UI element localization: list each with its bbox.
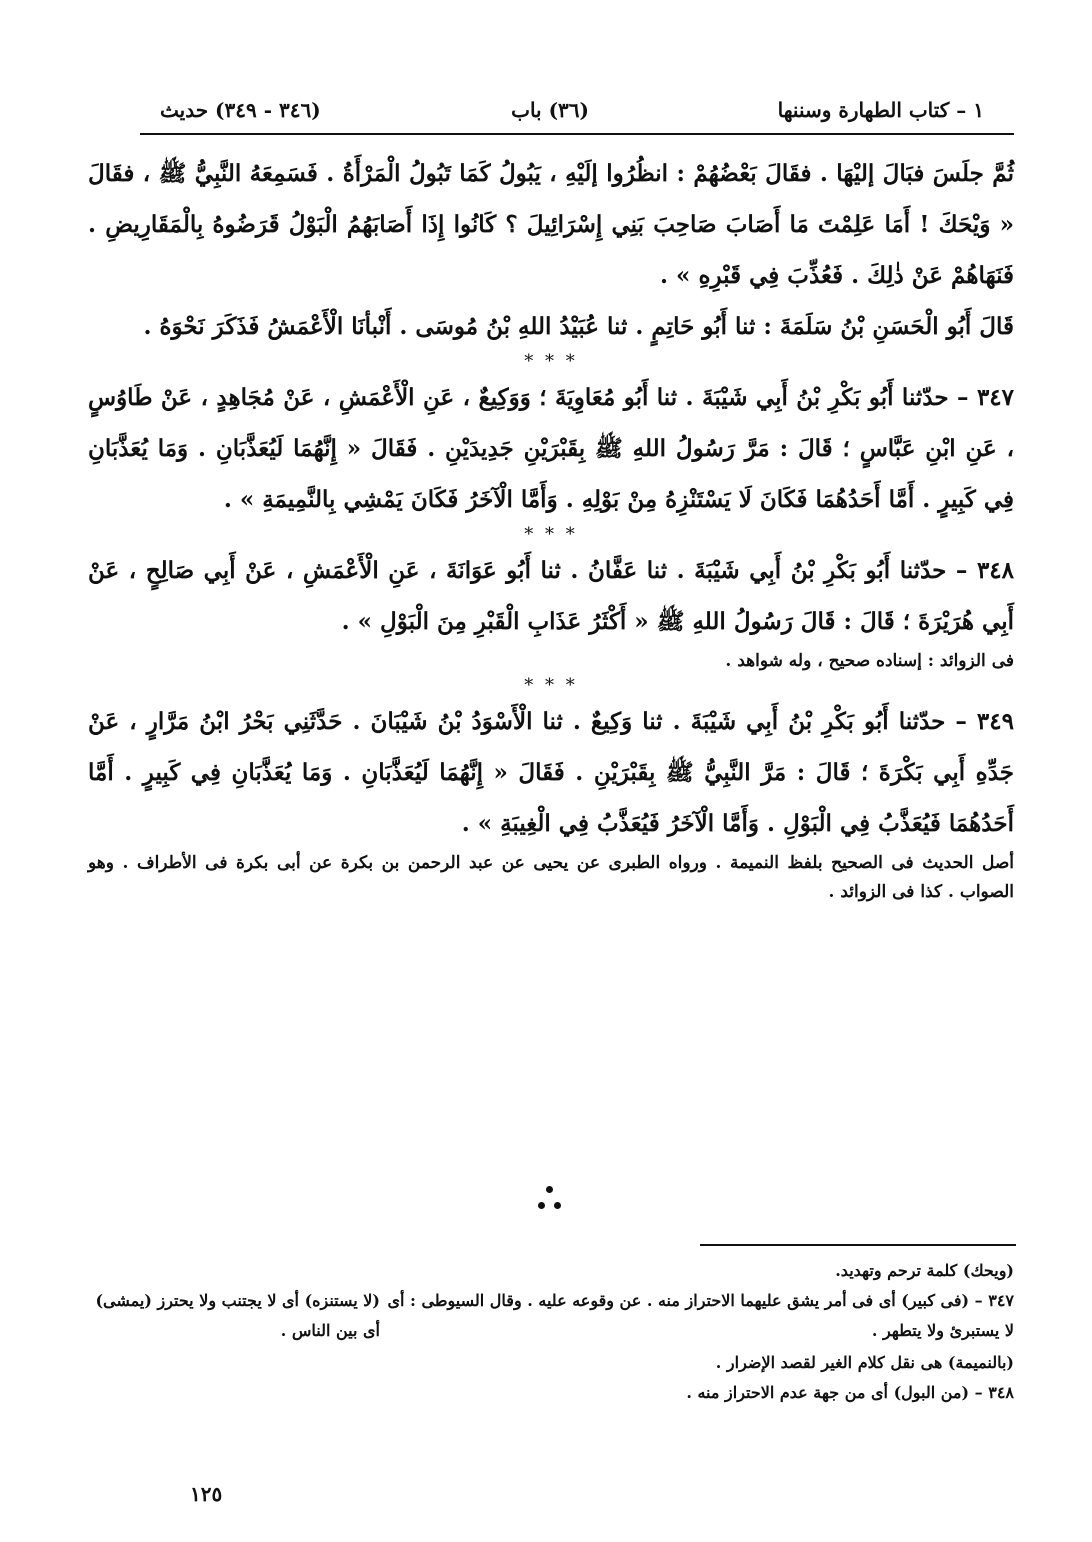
hadith-349-note: أصل الحديث فى الصحيح بلفظ النميمة . ورواه الطبرى عن يحيى عن عبد الرحمن بن بكرة عن أبى بكرة فى الأطراف . وهو الصواب . كذا فى الزوائد . [88,853,1014,902]
hadith-number: ٣٤٨ [976,557,1014,584]
paragraph-chain-note: قَالَ أَبُو الْحَسَنِ بْنُ سَلَمَةَ : ثنا أَبُو حَاتِمٍ . ثنا عُبَيْدُ اللهِ بْنُ مُوسَى . أَنْبأنَا الْأَعْمَشُ فَذَكَرَ نَحْوَهُ . [143,313,1014,340]
hadith-text: – حدّثنا أَبُو بَكْرِ بْنُ أَبِي شَيْبَةَ . ثنا وَكِيعٌ . ثنا الْأَسْوَدُ بْنُ شَيْبَانَ . حَدَّثَنِي بَحْرُ ابْنُ مَرَّارٍ ، عَنْ جَدِّهِ أَبِي بَكْرَةَ ؛ قَالَ : مَرَّ النَّبِيُّ ﷺ بِقَبْرَيْنِ . فَقَالَ « إِنَّهُمَا لَيُعَذَّبَانِ . وَمَا يُعَذَّبَانِ فِي كَبِيرٍ . أَمَّا أَحَدُهُمَا فَيُعَذَّبُ فِي الْبَوْلِ . وَأَمَّا الْآخَرُ فَيُعَذَّبُ فِي الْغِيبَةِ » . [88,708,1014,837]
hadith-349 [88,696,1014,849]
header-chapter: (٣٦) باب [511,98,589,122]
header-book-title: ١ – كتاب الطهارة وسننها [777,98,984,122]
hadith-348-note: فى الزوائد : إسناده صحيح ، وله شواهد . [725,651,1014,671]
hadith-number: ٣٤٩ [976,708,1014,735]
footnote-2-columns [80,1286,1014,1348]
hadith-348 [88,545,1014,647]
separator: * * * [524,351,578,372]
page-number: ١٢٥ [190,1482,223,1506]
footnote-1: (ويحك) كلمة ترحم وتهديد. [835,1261,1014,1280]
header-rule [140,133,1014,135]
separator: * * * [524,524,578,545]
footnote-4: ٣٤٨ – (من البول) أى من جهة عدم الاحتراز منه . [686,1383,1014,1402]
hadith-text: – حدّثنا أَبُو بَكْرِ بْنُ أَبِي شَيْبَةَ . ثنا عَفَّانُ . ثنا أَبُو عَوَانَةَ ، عَنِ الْأَعْمَشِ ، عَنْ أَبِي صَالِحٍ ، عَنْ أَبِي هُرَيْرَةَ ؛ قَالَ : قَالَ رَسُولُ اللهِ ﷺ « أَكْثَرُ عَذَابِ الْقَبْرِ مِنَ الْبَوْلِ » . [88,557,1014,635]
footnotes [80,1256,1014,1408]
paragraph-continuation: ثُمَّ جلَسَ فبَالَ إليْهَا . فقَالَ بَعْضُهُمْ : انظُرُوا إلَيْهِ ، يَبُولُ كَمَا تَبُولُ الْمَرْأَةُ . فَسَمِعَهُ النَّبِيُّ ﷺ ، فقَالَ « وَيْحَكَ ! أَمَا عَلِمْتَ مَا أَصَابَ صَاحِبَ بَنِي إِسْرَائِيلَ ؟ كَانُوا إِذَا أَصَابَهُمُ الْبَوْلُ قَرَضُوهُ بِالْمَقَارِيضِ . فَنَهَاهُمْ عَنْ ذٰلِكَ . فَعُذِّبَ فِي قَبْرِهِ » . [88,160,1014,289]
footnote-2-left: (لا يستنزه) أى لا يجتنب ولا يحترز (يمشى) أى بين الناس . [95,1291,380,1340]
main-text [88,148,1014,907]
footnote-2-right: ٣٤٧ – (فى كبير) أى فى أمر يشق عليهما الاحتراز منه . عن وقوعه عليه . وقال السيوطى : أى لا يستبرئ ولا يتطهر . [387,1291,1014,1340]
footnote-3: (بالنميمة) هى نقل كلام الغير لقصد الإضرار . [715,1353,1014,1372]
hadith-text: – حدّثنا أَبُو بَكْرِ بْنُ أَبِي شَيْبَةَ . ثنا أَبُو مُعَاوِيَةَ ؛ وَوَكِيعٌ ، عَنِ الْأَعْمَشِ ، عَنْ مُجَاهِدٍ ، عَنْ طَاوُسٍ ، عَنِ ابْنِ عَبَّاسٍ ؛ قَالَ : مَرَّ رَسُولُ اللهِ ﷺ بِقَبْرَيْنِ جَدِيدَيْنِ . فَقَالَ « إِنَّهُمَا لَيُعَذَّبَانِ . وَمَا يُعَذَّبَانِ فِي كَبِيرٍ . أَمَّا أَحَدُهُمَا فَكَانَ لَا يَسْتَنْزِهُ مِنْ بَوْلِهِ . وَأَمَّا الْآخَرُ فَكَانَ يَمْشِي بِالنَّمِيمَةِ » . [88,384,1014,513]
running-header [160,98,984,130]
separator: * * * [524,675,578,696]
hadith-number: ٣٤٧ [976,384,1014,411]
hadith-347 [88,372,1014,525]
header-hadith-range: (٣٤٦ - ٣٤٩) حديث [160,98,321,122]
footnote-rule [700,1244,1016,1246]
end-ornament [520,1184,580,1224]
